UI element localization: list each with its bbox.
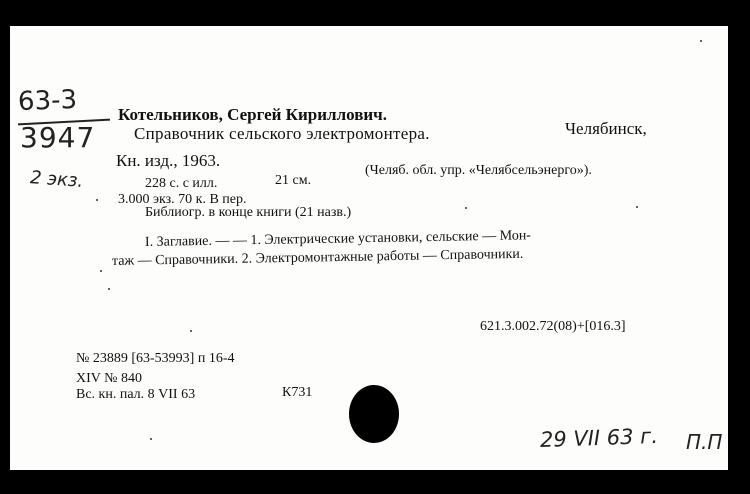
date-note: 29 VII 63 г. [539,423,659,453]
publisher: Кн. изд., 1963. [116,151,221,170]
call-number-bottom: 3947 [20,121,96,154]
print-run: 3.000 экз. 70 к. В пер. [118,192,247,207]
speck [636,206,638,208]
copies-note: 2 экз. [29,167,84,192]
tracing-line-2: таж — Справочники. 2. Электромонтажные работы — Справочники. [111,246,524,269]
punch-hole [349,385,399,443]
author: Котельников, Сергей Кириллович. [118,105,388,124]
initials-note: П.П [686,430,723,454]
speck [700,40,702,42]
speck [150,438,152,440]
speck [108,288,110,290]
size: 21 см. [275,173,312,188]
footer-code: К731 [282,385,313,400]
speck [190,330,192,332]
speck [96,199,98,201]
title: Справочник сельского электромонтера. [134,124,430,143]
footer-line-2: XIV № 840 [76,371,142,386]
tracing-line-1: I. Заглавие. — — 1. Электрические установки, сельские — Мон- [144,228,532,250]
footer-line-3: Вс. кн. пал. 8 VII 63 [76,387,196,402]
pages: 228 с. с илл. [145,176,218,191]
call-number-top: 63-3 [17,84,78,118]
speck [100,270,102,272]
classification: 621.3.002.72(08)+[016.3] [480,319,626,334]
series: (Челяб. обл. упр. «Челябсельэнерго»). [365,163,592,178]
place: Челябинск, [565,119,647,138]
bibliography: Библиогр. в конце книги (21 назв.) [145,205,352,220]
footer-line-1: № 23889 [63-53993] п 16-4 [76,351,235,366]
speck [465,207,467,209]
